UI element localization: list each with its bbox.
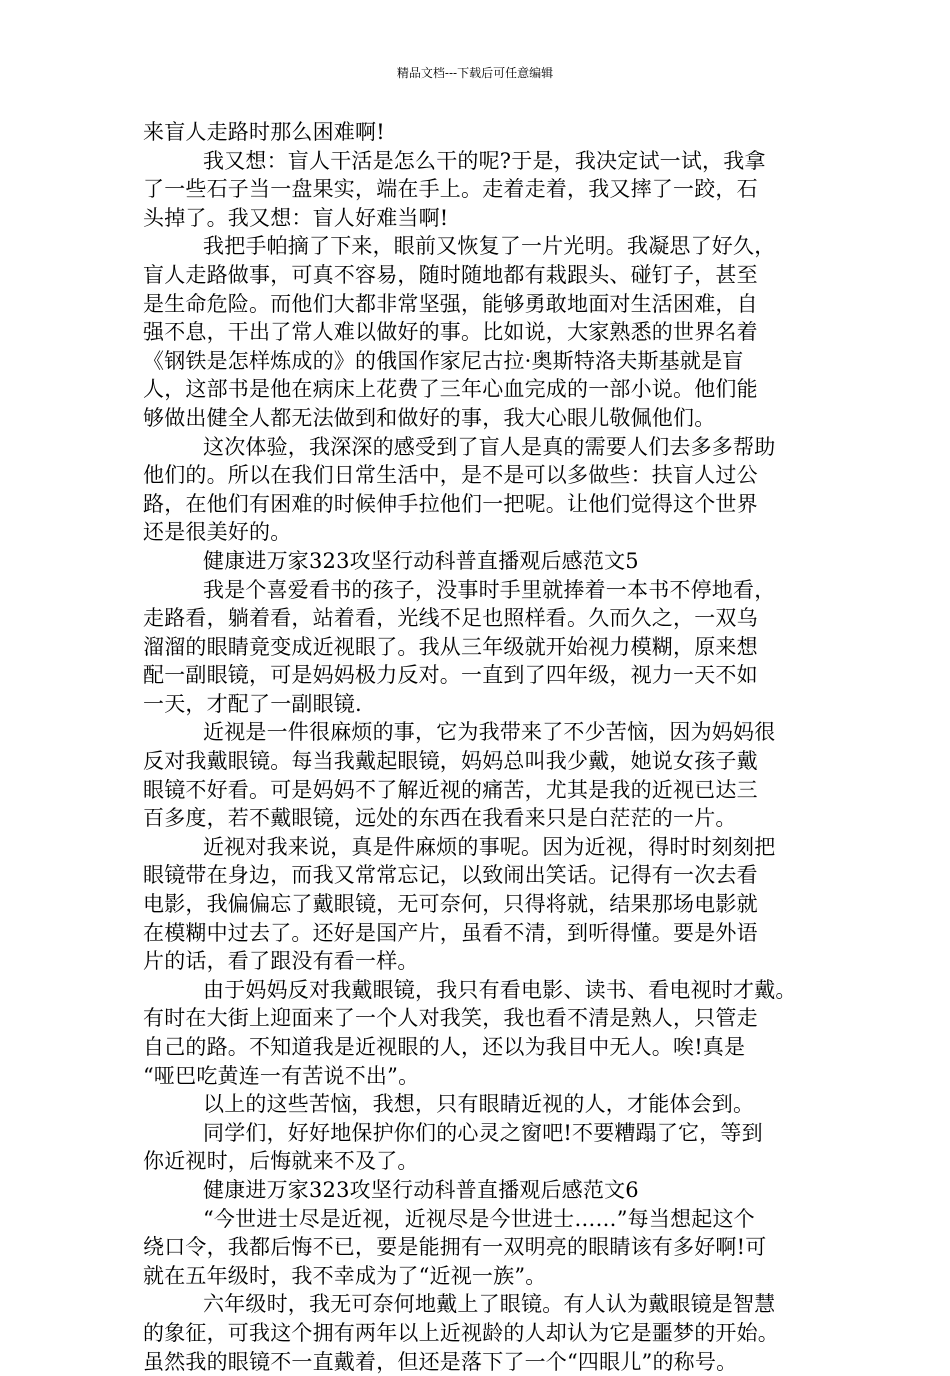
- text-line: 我把手帕摘了下来，眼前又恢复了一片光明。我凝思了好久，: [203, 234, 776, 259]
- text-line: 我是个喜爱看书的孩子，没事时手里就捧着一本书不停地看，: [203, 577, 776, 602]
- text-line: 了一些石子当一盘果实，端在手上。走着走着，我又摔了一跤，石: [143, 177, 758, 202]
- text-line: 由于妈妈反对我戴眼镜，我只有看电影、读书、看电视时才戴。: [203, 977, 797, 1002]
- text-line: 来盲人走路时那么困难啊!: [143, 120, 385, 144]
- text-line: 的象征，可我这个拥有两年以上近视龄的人却认为它是噩梦的开始。: [143, 1320, 779, 1345]
- text-line: 电影，我偏偏忘了戴眼镜，无可奈何，只得将就，结果那场电影就: [143, 892, 758, 917]
- text-line: 《钢铁是怎样炼成的》的俄国作家尼古拉·奥斯特洛夫斯基就是盲: [143, 348, 744, 373]
- text-line: 反对我戴眼镜。每当我戴起眼镜，妈妈总叫我少戴，她说女孩子戴: [143, 749, 758, 774]
- text-line: 溜溜的眼睛竟变成近视眼了。我从三年级就开始视力模糊，原来想: [143, 634, 758, 659]
- text-line: 还是很美好的。: [143, 520, 292, 545]
- text-line: 片的话，看了跟没有看一样。: [143, 949, 419, 974]
- text-line: 近视对我来说，真是件麻烦的事呢。因为近视，得时时刻刻把: [203, 834, 776, 859]
- text-line: 百多度，若不戴眼镜，远处的东西在我看来只是白茫茫的一片。: [143, 806, 737, 831]
- text-line: “哑巴吃黄连一有苦说不出”。: [143, 1063, 420, 1088]
- text-line: 这次体验，我深深的感受到了盲人是真的需要人们去多多帮助: [203, 434, 776, 459]
- text-line: 同学们，好好地保护你们的心灵之窗吧!不要糟蹋了它，等到: [203, 1120, 763, 1145]
- text-line: 是生命危险。而他们大都非常坚强，能够勇敢地面对生活困难，自: [143, 291, 758, 316]
- text-line: 六年级时，我无可奈何地戴上了眼镜。有人认为戴眼镜是智慧: [203, 1292, 776, 1317]
- text-line: 自己的路。不知道我是近视眼的人，还以为我目中无人。唉!真是: [143, 1035, 746, 1059]
- text-line: 有时在大街上迎面来了一个人对我笑，我也看不清是熟人，只管走: [143, 1006, 758, 1031]
- text-line: 我又想：盲人干活是怎么干的呢?于是，我决定试一试，我拿: [203, 148, 766, 173]
- text-line: 他们的。所以在我们日常生活中，是不是可以多做些：扶盲人过公: [143, 463, 758, 488]
- text-line: 配一副眼镜，可是妈妈极力反对。一直到了四年级，视力一天不如: [143, 663, 758, 688]
- text-line: 健康进万家323攻坚行动科普直播观后感范文6: [203, 1177, 639, 1202]
- text-line: 近视是一件很麻烦的事，它为我带来了不少苦恼，因为妈妈很: [203, 720, 776, 745]
- text-line: 头掉了。我又想：盲人好难当啊!: [143, 205, 449, 230]
- text-line: 人，这部书是他在病床上花费了三年心血完成的一部小说。他们能: [143, 377, 758, 402]
- text-line: 够做出健全人都无法做到和做好的事，我大心眼儿敬佩他们。: [143, 405, 716, 430]
- text-line: 健康进万家323攻坚行动科普直播观后感范文5: [203, 548, 639, 573]
- text-line: 绕口令，我都后悔不已，要是能拥有一双明亮的眼睛该有多好啊!可: [143, 1235, 767, 1260]
- text-line: 眼镜带在身边，而我又常常忘记，以致闹出笑话。记得有一次去看: [143, 863, 758, 888]
- text-line: 虽然我的眼镜不一直戴着，但还是落下了一个“四眼儿”的称号。: [143, 1349, 738, 1374]
- text-line: 走路看，躺着看，站着看，光线不足也照样看。久而久之，一双乌: [143, 606, 758, 631]
- text-line: 盲人走路做事，可真不容易，随时随地都有栽跟头、碰钉子，甚至: [143, 262, 758, 287]
- text-line: 在模糊中过去了。还好是国产片，虽看不清，到听得懂。要是外语: [143, 920, 758, 945]
- text-line: 你近视时，后悔就来不及了。: [143, 1149, 419, 1174]
- text-line: 以上的这些苦恼，我想，只有眼睛近视的人，才能体会到。: [203, 1092, 755, 1117]
- text-line: 眼镜不好看。可是妈妈不了解近视的痛苦，尤其是我的近视已达三: [143, 777, 758, 802]
- text-line: 路，在他们有困难的时候伸手拉他们一把呢。让他们觉得这个世界: [143, 491, 758, 516]
- text-line: “今世进士尽是近视，近视尽是今世进士……”每当想起这个: [203, 1206, 755, 1231]
- text-line: 就在五年级时，我不幸成为了“近视一族”。: [143, 1263, 547, 1288]
- document-body: [143, 118, 831, 1376]
- text-line: 一天，才配了一副眼镜.: [143, 691, 362, 716]
- text-line: 强不息，干出了常人难以做好的事。比如说，大家熟悉的世界名着: [143, 320, 758, 345]
- page-header: 精品文档---下载后可任意编辑: [396, 66, 554, 80]
